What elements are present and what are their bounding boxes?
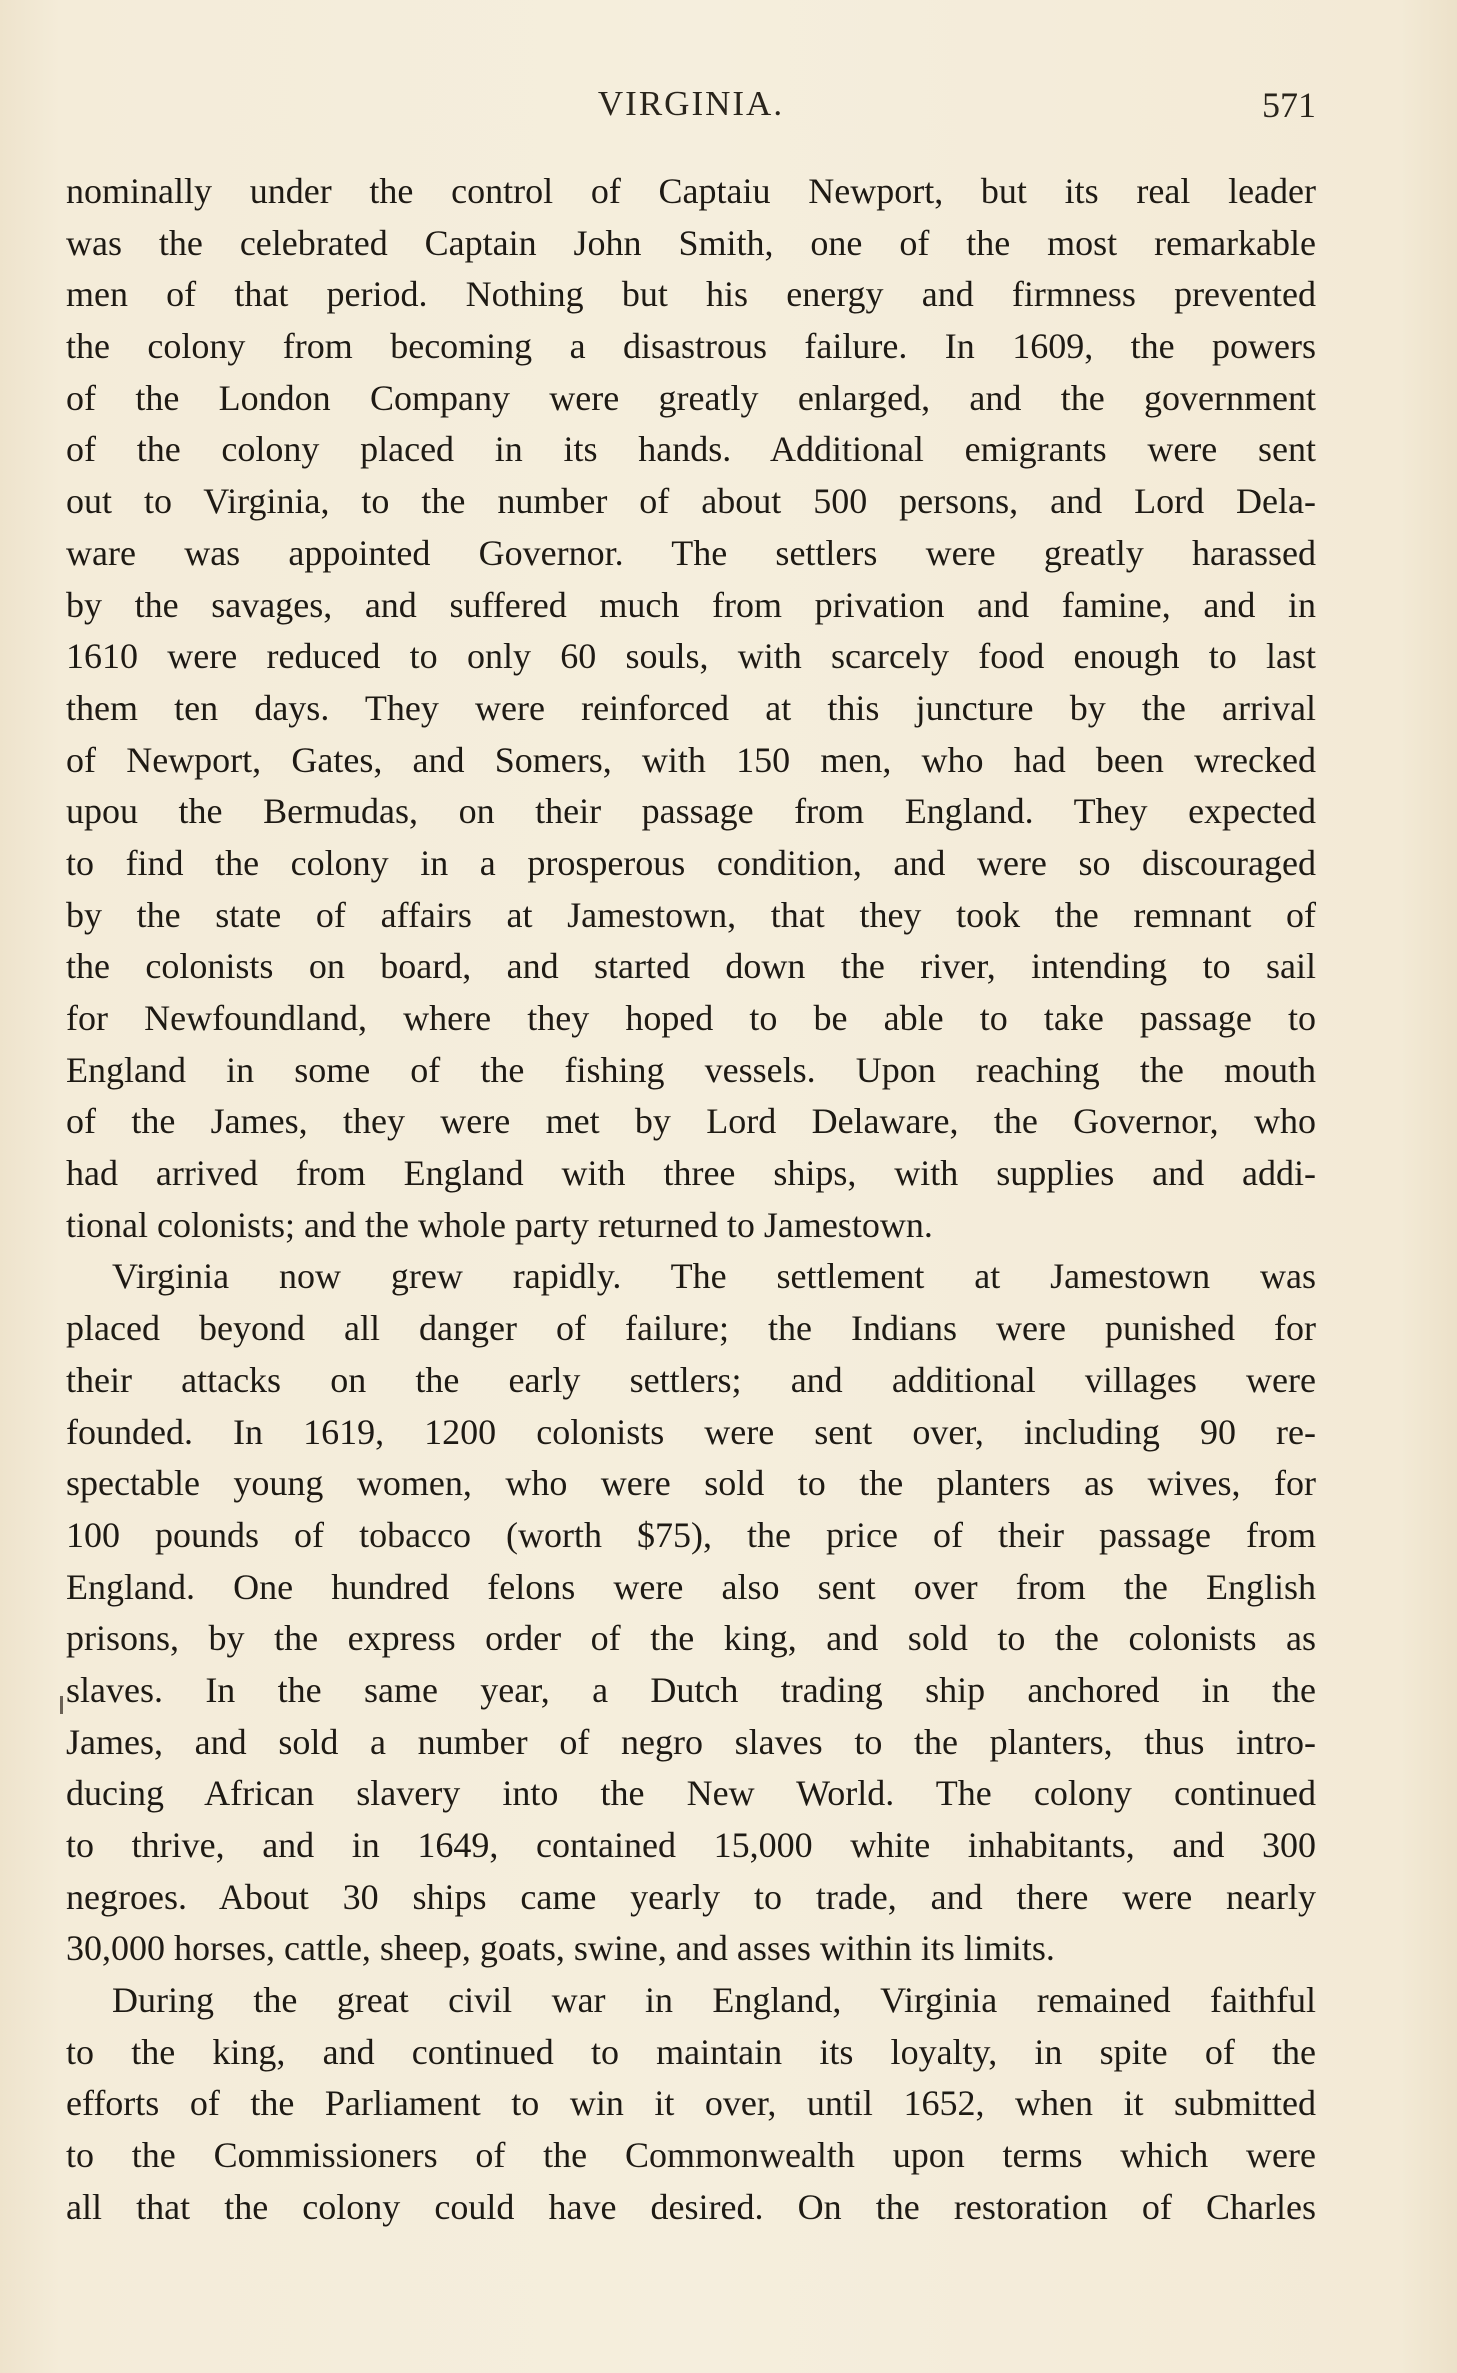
text-line: of Newport, Gates, and Somers, with 150 men, who had been wrecked [66,739,1316,780]
running-header [66,84,1316,134]
running-title: VIRGINIA. [597,84,785,123]
text-line: Virginia now grew rapidly. The settlement at Jamestown was [112,1256,1316,1297]
text-line: their attacks on the early settlers; and additional villages were [66,1359,1316,1400]
text-line: tional colonists; and the whole party returned to Jamestown. [66,1204,933,1245]
text-line: out to Virginia, to the number of about 500 persons, and Lord Dela- [66,481,1316,522]
text-line: placed beyond all danger of failure; the Indians were punished for [66,1308,1316,1349]
text-line: prisons, by the express order of the king, and sold to the colonists as [66,1618,1316,1659]
text-line: England. One hundred felons were also sent over from the English [66,1566,1316,1607]
text-line: upou the Bermudas, on their passage from England. They expected [66,791,1316,832]
text-line: all that the colony could have desired. On the restoration of Charles [66,2186,1316,2227]
paragraph [66,1975,1316,2233]
text-line: to find the colony in a prosperous condition, and were so discouraged [66,842,1316,883]
body-text [66,166,1316,2234]
text-line: for Newfoundland, where they hoped to be able to take passage to [66,998,1316,1038]
text-line: men of that period. Nothing but his energy and firmness prevented [66,274,1316,315]
paragraph [66,166,1316,1251]
text-line: the colony from becoming a disastrous failure. In 1609, the powers [66,326,1316,367]
text-line: of the London Company were greatly enlarged, and the government [66,377,1316,418]
paragraph [66,1251,1316,1975]
text-line: ware was appointed Governor. The settlers were greatly harassed [66,532,1316,573]
text-line: was the celebrated Captain John Smith, one of the most remarkable [66,222,1316,263]
text-line: of the colony placed in its hands. Additional emigrants were sent [66,429,1316,470]
text-line: to the king, and continued to maintain its loyalty, in spite of the [66,2031,1316,2072]
text-line: 100 pounds of tobacco (worth $75), the price of their passage from [66,1514,1316,1555]
text-line: to thrive, and in 1649, contained 15,000 white inhabitants, and 300 [66,1825,1316,1865]
text-line: of the James, they were met by Lord Delaware, the Governor, who [66,1101,1316,1142]
text-line: efforts of the Parliament to win it over, until 1652, when it submitted [66,2083,1316,2124]
text-line: During the great civil war in England, Virginia remained faithful [112,1980,1316,2021]
text-line: them ten days. They were reinforced at this juncture by the arrival [66,687,1316,728]
text-line: the colonists on board, and started down the river, intending to sail [66,946,1316,987]
text-line: had arrived from England with three ships, with supplies and addi- [66,1153,1316,1194]
text-line: spectable young women, who were sold to the planters as wives, for [66,1463,1316,1504]
text-line: by the savages, and suffered much from privation and famine, and in [66,584,1316,625]
text-line: 1610 were reduced to only 60 souls, with scarcely food enough to last [66,636,1316,677]
page-number: 571 [1262,85,1316,125]
text-line: by the state of affairs at Jamestown, that they took the remnant of [66,894,1316,935]
text-line: ducing African slavery into the New World. The colony continued [66,1773,1316,1814]
text-line: founded. In 1619, 1200 colonists were sent over, including 90 re- [66,1411,1316,1452]
text-line: slaves. In the same year, a Dutch trading ship anchored in the [66,1669,1316,1710]
text-line: negroes. About 30 ships came yearly to trade, and there were nearly [66,1876,1316,1917]
text-line: James, and sold a number of negro slaves to the planters, thus intro- [66,1721,1316,1762]
margin-mark [60,1696,63,1714]
text-line: to the Commissioners of the Commonwealth upon terms which were [66,2135,1316,2176]
text-line: nominally under the control of Captaiu Newport, but its real leader [66,171,1316,211]
text-line: England in some of the fishing vessels. Upon reaching the mouth [66,1049,1316,1090]
text-line: 30,000 horses, cattle, sheep, goats, swine, and asses within its limits. [66,1928,1055,1969]
